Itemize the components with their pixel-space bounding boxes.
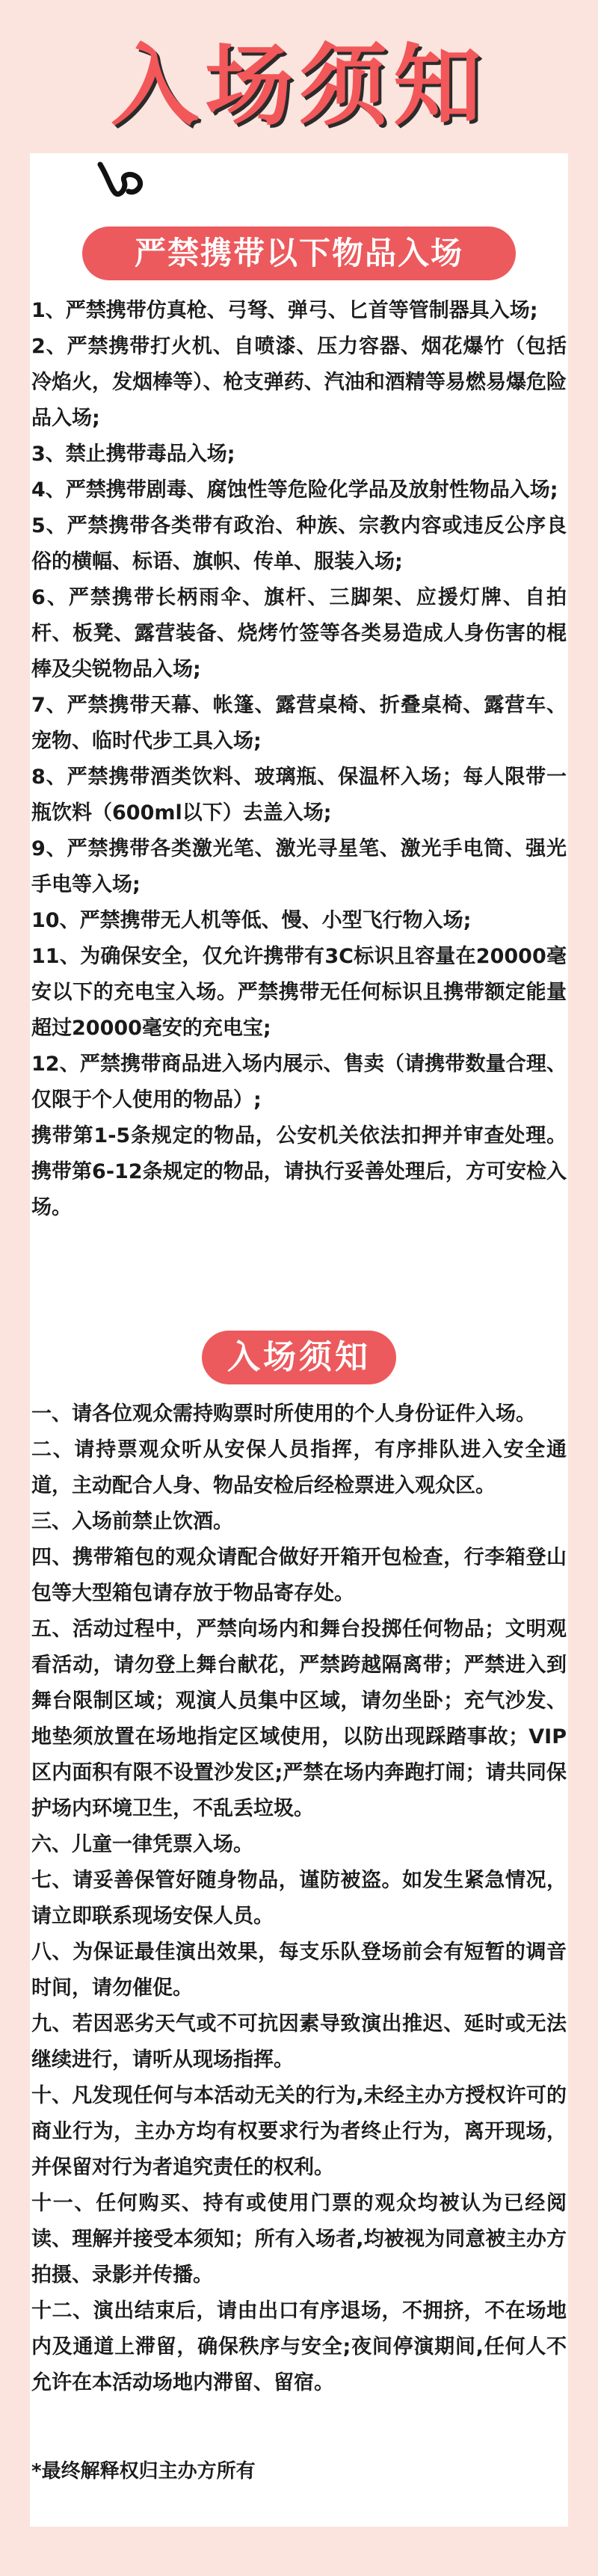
list-item: 12、严禁携带商品进入场内展示、售卖（请携带数量合理、仅限于个人使用的物品）;	[31, 1053, 567, 1112]
list-item: 1、严禁携带仿真枪、弓弩、弹弓、匕首等管制器具入场;	[31, 299, 538, 322]
section-heading-prohibited: 严禁携带以下物品入场	[82, 227, 516, 280]
list-item: 2、严禁携带打火机、自喷漆、压力容器、烟花爆竹（包括冷焰火，发烟棒等）、枪支弹药、汽油和酒精等易燃易爆危险品入场;	[31, 335, 567, 430]
list-item: 携带第1-5条规定的物品，公安机关依法扣押并审查处理。携带第6-12条规定的物品，请执行妥善处理后，方可安检入场。	[31, 1124, 567, 1219]
list-item: 五、活动过程中，严禁向场内和舞台投掷任何物品；文明观看活动，请勿登上舞台献花，严禁跨越隔离带；严禁进入到舞台限制区域；观演人员集中区域，请勿坐卧；充气沙发、地垫须放置在场地指定区域使用，以防出现踩踏事故；VIP区内面积有限不设置沙发区;严禁在场内奔跑打闹；请共同保护场内环境卫生，不乱丢垃圾。	[31, 1618, 567, 1820]
list-item: 六、儿童一律凭票入场。	[31, 1833, 253, 1856]
page-title: 入场须知	[110, 34, 487, 138]
list-item: 7、严禁携带天幕、帐篷、露营桌椅、折叠桌椅、露营车、宠物、临时代步工具入场;	[31, 694, 567, 753]
entry-notice-list	[31, 1396, 567, 2401]
list-item: 十、凡发现任何与本活动无关的行为,未经主办方授权许可的商业行为，主办方均有权要求行为者终止行为，离开现场，并保留对行为者追究责任的权利。	[31, 2084, 567, 2179]
list-item: 8、严禁携带酒类饮料、玻璃瓶、保温杯入场；每人限带一瓶饮料（600ml以下）去盖入场;	[31, 765, 567, 825]
list-item: 11、为确保安全，仅允许携带有3C标识且容量在20000毫安以下的充电宝入场。严禁携带无任何标识且携带额定能量超过20000毫安的充电宝;	[31, 945, 567, 1040]
section-heading-entry-notice: 入场须知	[202, 1331, 396, 1384]
list-item: 四、携带箱包的观众请配合做好开箱开包检查，行李箱登山包等大型箱包请存放于物品寄存处。	[31, 1546, 567, 1605]
prohibited-items-list	[31, 293, 567, 1226]
list-item: 十二、演出结束后，请由出口有序退场，不拥挤，不在场地内及通道上滞留，确保秩序与安全;夜间停演期间,任何人不允许在本活动场地内滞留、留宿。	[31, 2299, 567, 2394]
swirl-decoration-icon	[97, 158, 150, 200]
list-item: 九、若因恶劣天气或不可抗因素导致演出推迟、延时或无法继续进行，请听从现场指挥。	[31, 2012, 567, 2071]
list-item: 二、请持票观众听从安保人员指挥，有序排队进入安全通道，主动配合人身、物品安检后经检票进入观众区。	[31, 1438, 567, 1497]
list-item: 七、请妥善保管好随身物品，谨防被盗。如发生紧急情况，请立即联系现场安保人员。	[31, 1869, 567, 1928]
footer-note: *最终解释权归主办方所有	[31, 2460, 256, 2483]
list-item: 6、严禁携带长柄雨伞、旗杆、三脚架、应援灯牌、自拍杆、板凳、露营装备、烧烤竹签等各类易造成人身伤害的棍棒及尖锐物品入场;	[31, 586, 567, 681]
list-item: 一、请各位观众需持购票时所使用的个人身份证件入场。	[31, 1402, 536, 1426]
list-item: 八、为保证最佳演出效果，每支乐队登场前会有短暂的调音时间，请勿催促。	[31, 1941, 567, 2000]
list-item: 5、严禁携带各类带有政治、种族、宗教内容或违反公序良俗的横幅、标语、旗帜、传单、服装入场;	[31, 514, 567, 573]
list-item: 4、严禁携带剧毒、腐蚀性等危险化学品及放射性物品入场;	[31, 478, 558, 502]
list-item: 三、入场前禁止饮酒。	[31, 1510, 233, 1533]
list-item: 9、严禁携带各类激光笔、激光寻星笔、激光手电筒、强光手电等入场;	[31, 837, 567, 896]
list-item: 10、严禁携带无人机等低、慢、小型飞行物入场;	[31, 909, 472, 932]
list-item: 3、禁止携带毒品入场;	[31, 443, 235, 466]
list-item: 十一、任何购买、持有或使用门票的观众均被认为已经阅读、理解并接受本须知；所有入场者,均被视为同意被主办方拍摄、录影并传播。	[31, 2192, 567, 2287]
